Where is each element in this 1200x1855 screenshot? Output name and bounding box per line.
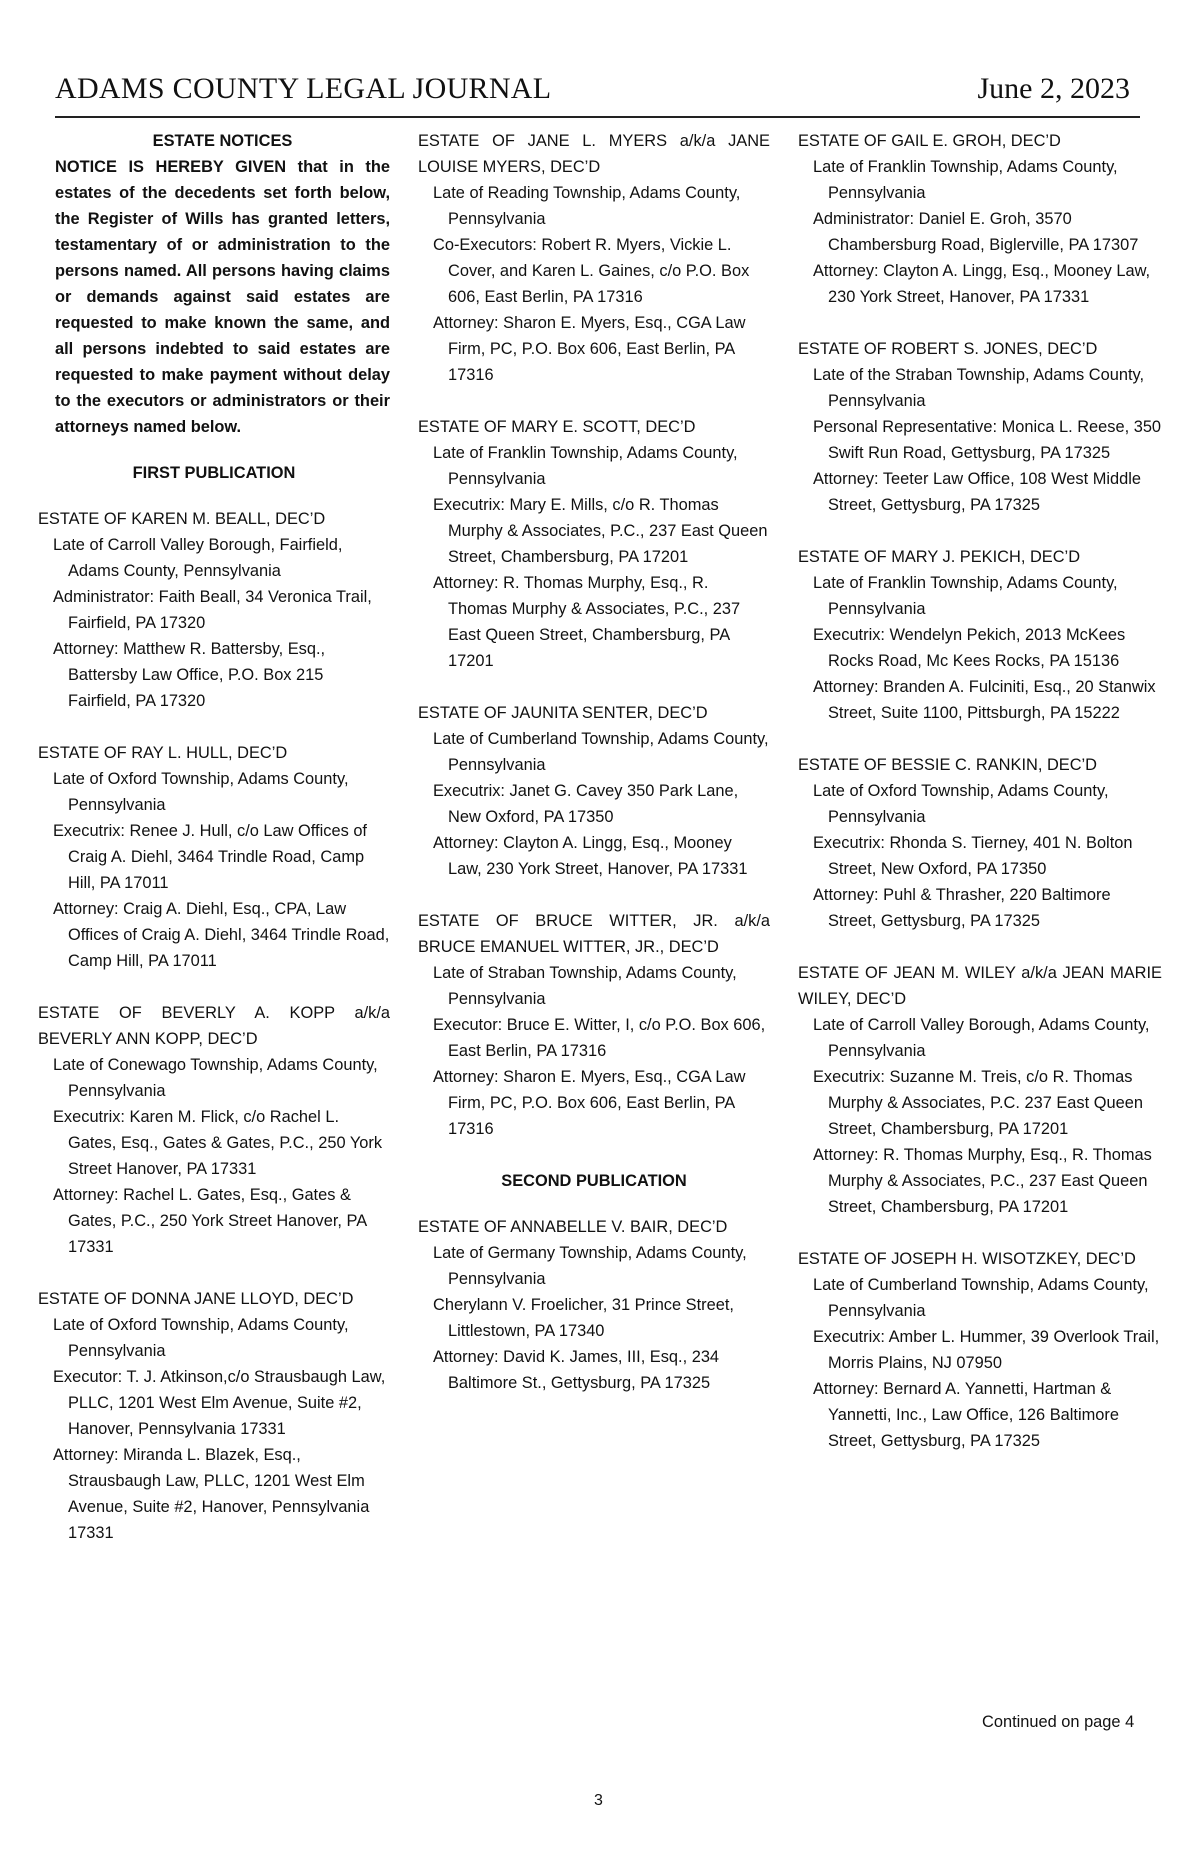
estate-list — [418, 128, 770, 1142]
estate-detail: Executrix: Rhonda S. Tierney, 401 N. Bolton Street, New Oxford, PA 17350 — [813, 834, 1133, 878]
estate-detail: Executrix: Mary E. Mills, c/o R. Thomas Murphy & Associates, P.C., 237 East Queen Street, Chambersburg, PA 17201 — [433, 496, 768, 566]
estate-detail: Executrix: Janet G. Cavey 350 Park Lane, New Oxford, PA 17350 — [433, 782, 739, 826]
estate-title: ESTATE OF BEVERLY A. KOPP a/k/a BEVERLY ANN KOPP, DEC’D — [38, 1004, 390, 1048]
estate-entry — [798, 752, 1162, 934]
estate-detail: Late of Conewago Township, Adams County, Pennsylvania — [53, 1056, 378, 1100]
estate-detail: Late of Carroll Valley Borough, Adams County, Pennsylvania — [813, 1016, 1150, 1060]
estate-entry — [798, 1246, 1162, 1454]
estate-detail: Co-Executors: Robert R. Myers, Vickie L. Cover, and Karen L. Gaines, c/o P.O. Box 606, East Berlin, PA 17316 — [433, 236, 750, 306]
estate-entry — [418, 1214, 770, 1396]
estate-detail: Late of Reading Township, Adams County, Pennsylvania — [433, 184, 741, 228]
estate-detail: Attorney: Sharon E. Myers, Esq., CGA Law Firm, PC, P.O. Box 606, East Berlin, PA 17316 — [433, 314, 746, 384]
estate-detail: Executor: Bruce E. Witter, I, c/o P.O. Box 606, East Berlin, PA 17316 — [433, 1016, 766, 1060]
estate-detail: Late of Cumberland Township, Adams County, Pennsylvania — [813, 1276, 1149, 1320]
estate-detail: Late of Franklin Township, Adams County, Pennsylvania — [813, 158, 1118, 202]
estate-entry — [418, 414, 770, 674]
estate-entry — [418, 128, 770, 388]
estate-title: ESTATE OF MARY E. SCOTT, DEC’D — [418, 418, 696, 436]
estate-detail: Administrator: Faith Beall, 34 Veronica Trail, Fairfield, PA 17320 — [53, 588, 372, 632]
estate-detail: Attorney: Clayton A. Lingg, Esq., Mooney Law, 230 York Street, Hanover, PA 17331 — [813, 262, 1151, 306]
estate-detail: Administrator: Daniel E. Groh, 3570 Chambersburg Road, Biglerville, PA 17307 — [813, 210, 1139, 254]
estate-detail: Late of Oxford Township, Adams County, Pennsylvania — [813, 782, 1109, 826]
estate-entry — [798, 960, 1162, 1220]
estate-title: ESTATE OF BESSIE C. RANKIN, DEC’D — [798, 756, 1098, 774]
estate-detail: Cherylann V. Froelicher, 31 Prince Street, Littlestown, PA 17340 — [433, 1296, 734, 1340]
estate-detail: Executrix: Amber L. Hummer, 39 Overlook Trail, Morris Plains, NJ 07950 — [813, 1328, 1160, 1372]
estate-detail: Late of Oxford Township, Adams County, Pennsylvania — [53, 1316, 349, 1360]
estate-title: ESTATE OF JANE L. MYERS a/k/a JANE LOUISE MYERS, DEC’D — [418, 132, 770, 176]
estate-detail: Late of Carroll Valley Borough, Fairfield, Adams County, Pennsylvania — [53, 536, 343, 580]
estate-title: ESTATE OF JOSEPH H. WISOTZKEY, DEC’D — [798, 1250, 1136, 1268]
masthead — [55, 68, 1140, 118]
estate-detail: Attorney: Sharon E. Myers, Esq., CGA Law Firm, PC, P.O. Box 606, East Berlin, PA 17316 — [433, 1068, 746, 1138]
estate-entry — [798, 128, 1162, 310]
estate-title: ESTATE OF GAIL E. GROH, DEC’D — [798, 132, 1061, 150]
estate-detail: Late of Cumberland Township, Adams County, Pennsylvania — [433, 730, 769, 774]
column-3 — [798, 128, 1162, 1480]
estate-entry — [798, 544, 1162, 726]
page-number: 3 — [594, 1792, 603, 1809]
estate-entry — [38, 740, 390, 974]
estate-title: ESTATE OF RAY L. HULL, DEC’D — [38, 744, 288, 762]
estate-detail: Executrix: Wendelyn Pekich, 2013 McKees Rocks Road, Mc Kees Rocks, PA 15136 — [813, 626, 1126, 670]
estate-title: ESTATE OF KAREN M. BEALL, DEC’D — [38, 510, 326, 528]
estate-title: ESTATE OF ANNABELLE V. BAIR, DEC’D — [418, 1218, 728, 1236]
estate-title: ESTATE OF DONNA JANE LLOYD, DEC’D — [38, 1290, 354, 1308]
estate-detail: Attorney: Puhl & Thrasher, 220 Baltimore Street, Gettysburg, PA 17325 — [813, 886, 1111, 930]
estate-detail: Attorney: Teeter Law Office, 108 West Middle Street, Gettysburg, PA 17325 — [813, 470, 1141, 514]
estate-detail: Attorney: David K. James, III, Esq., 234 Baltimore St., Gettysburg, PA 17325 — [433, 1348, 720, 1392]
estate-title: ESTATE OF ROBERT S. JONES, DEC’D — [798, 340, 1098, 358]
second-publication-heading: SECOND PUBLICATION — [501, 1172, 687, 1190]
column-1 — [38, 128, 390, 1572]
estate-detail: Attorney: Rachel L. Gates, Esq., Gates & Gates, P.C., 250 York Street Hanover, PA 17331 — [53, 1186, 367, 1256]
estate-detail: Personal Representative: Monica L. Reese, 350 Swift Run Road, Gettysburg, PA 17325 — [813, 418, 1162, 462]
estate-detail: Attorney: Bernard A. Yannetti, Hartman & Yannetti, Inc., Law Office, 126 Baltimore Street, Gettysburg, PA 17325 — [813, 1380, 1119, 1450]
estate-detail: Late of Straban Township, Adams County, Pennsylvania — [433, 964, 737, 1008]
estate-title: ESTATE OF BRUCE WITTER, JR. a/k/a BRUCE EMANUEL WITTER, JR., DEC’D — [418, 912, 770, 956]
estate-detail: Late of Franklin Township, Adams County, Pennsylvania — [813, 574, 1118, 618]
estate-list — [418, 1214, 770, 1396]
intro-text: NOTICE IS HEREBY GIVEN that in the estates of the decedents set forth below, the Register of Wills has granted letters, testamentary of or administration to the persons named. All persons having claims or demands against said estates are requested to make known the same, and all persons indebted to said estates are requested to make payment without delay to the executors or administrators or their attorneys named below. — [55, 158, 390, 436]
estate-entry — [418, 700, 770, 882]
estate-detail: Late of Franklin Township, Adams County, Pennsylvania — [433, 444, 738, 488]
estate-detail: Executrix: Karen M. Flick, c/o Rachel L. Gates, Esq., Gates & Gates, P.C., 250 York Street Hanover, PA 17331 — [53, 1108, 383, 1178]
estate-entry — [38, 506, 390, 714]
estate-detail: Executrix: Suzanne M. Treis, c/o R. Thomas Murphy & Associates, P.C. 237 East Queen Street, Chambersburg, PA 17201 — [813, 1068, 1143, 1138]
estate-detail: Attorney: R. Thomas Murphy, Esq., R. Thomas Murphy & Associates, P.C., 237 East Queen Street, Chambersburg, PA 17201 — [813, 1146, 1152, 1216]
continued-note: Continued on page 4 — [982, 1713, 1135, 1731]
estate-title: ESTATE OF JEAN M. WILEY a/k/a JEAN MARIE WILEY, DEC’D — [798, 964, 1162, 1008]
estate-detail: Executrix: Renee J. Hull, c/o Law Offices of Craig A. Diehl, 3464 Trindle Road, Camp Hill, PA 17011 — [53, 822, 367, 892]
estate-detail: Late of the Straban Township, Adams County, Pennsylvania — [813, 366, 1145, 410]
estate-entry — [38, 1000, 390, 1260]
estate-entry — [418, 908, 770, 1142]
estate-detail: Late of Oxford Township, Adams County, Pennsylvania — [53, 770, 349, 814]
first-publication-heading: FIRST PUBLICATION — [132, 464, 296, 482]
estate-title: ESTATE OF JAUNITA SENTER, DEC’D — [418, 704, 708, 722]
estate-list — [798, 128, 1162, 1454]
estate-detail: Attorney: Branden A. Fulciniti, Esq., 20 Stanwix Street, Suite 1100, Pittsburgh, PA 15222 — [813, 678, 1156, 722]
journal-title: ADAMS COUNTY LEGAL JOURNAL — [55, 72, 552, 105]
estate-detail: Attorney: Clayton A. Lingg, Esq., Mooney Law, 230 York Street, Hanover, PA 17331 — [433, 834, 748, 878]
estate-entry — [38, 1286, 390, 1546]
estate-detail: Attorney: R. Thomas Murphy, Esq., R. Thomas Murphy & Associates, P.C., 237 East Queen Street, Chambersburg, PA 17201 — [433, 574, 741, 670]
issue-date: June 2, 2023 — [977, 72, 1130, 105]
estate-detail: Executor: T. J. Atkinson,c/o Strausbaugh Law, PLLC, 1201 West Elm Avenue, Suite #2, Hanover, Pennsylvania 17331 — [53, 1368, 386, 1438]
column-2 — [418, 128, 770, 1422]
estate-title: ESTATE OF MARY J. PEKICH, DEC’D — [798, 548, 1081, 566]
estate-detail: Attorney: Craig A. Diehl, Esq., CPA, Law Offices of Craig A. Diehl, 3464 Trindle Road, Camp Hill, PA 17011 — [53, 900, 390, 970]
intro-notice — [55, 128, 390, 440]
section-title: ESTATE NOTICES — [152, 132, 293, 150]
estate-list — [38, 506, 390, 1546]
estate-detail: Attorney: Miranda L. Blazek, Esq., Strausbaugh Law, PLLC, 1201 West Elm Avenue, Suite #2, Hanover, Pennsylvania 17331 — [53, 1446, 370, 1542]
estate-entry — [798, 336, 1162, 518]
estate-detail: Attorney: Matthew R. Battersby, Esq., Battersby Law Office, P.O. Box 215 Fairfield, PA 17320 — [53, 640, 326, 710]
estate-detail: Late of Germany Township, Adams County, Pennsylvania — [433, 1244, 747, 1288]
